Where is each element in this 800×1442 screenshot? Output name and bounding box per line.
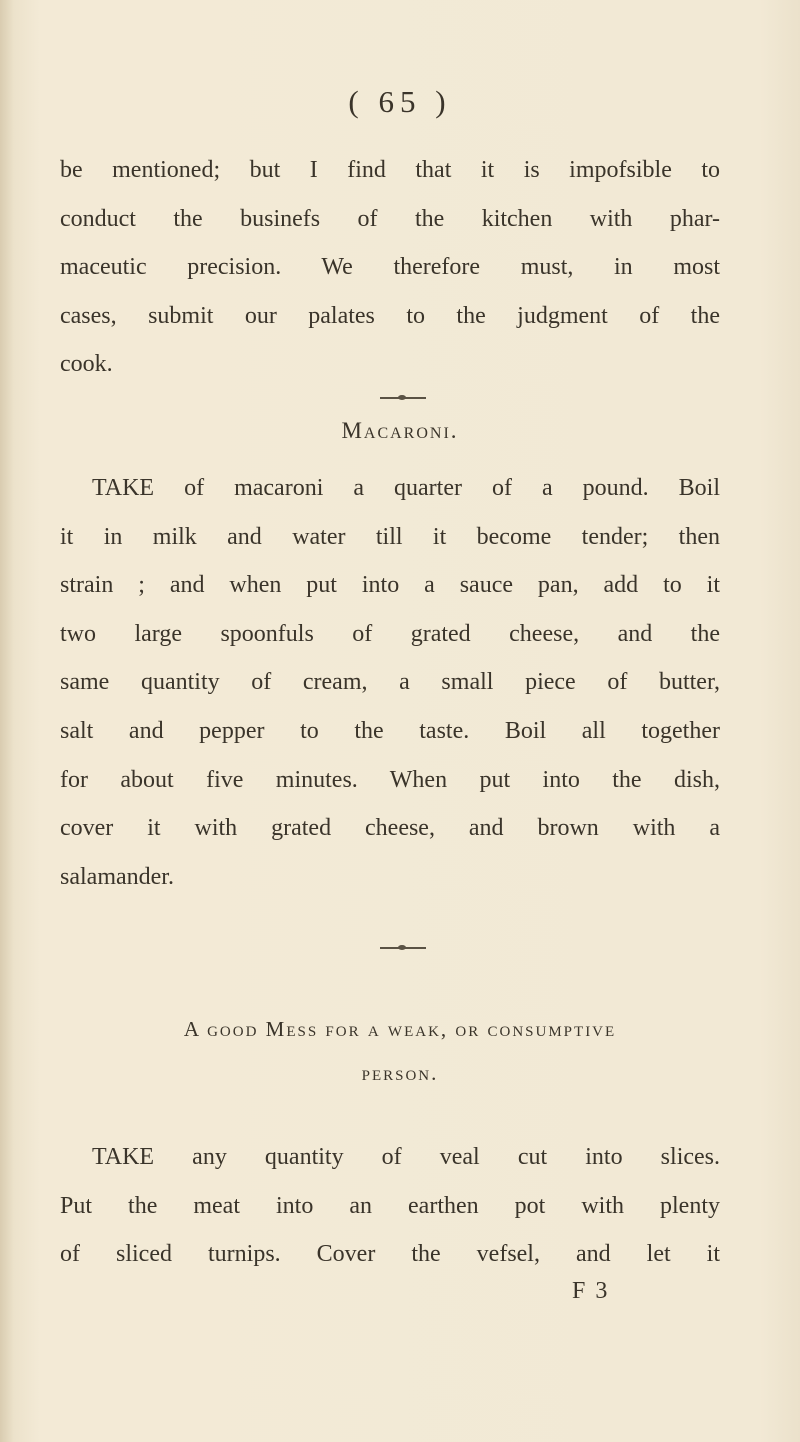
- text-line: same quantity of cream, a small piece of butter,: [60, 669, 720, 696]
- text-line: cases, submit our palates to the judgment of the: [60, 302, 720, 329]
- consumptive-paragraph: [60, 1133, 720, 1279]
- section-divider: [380, 397, 426, 399]
- signature-mark: F 3: [572, 1278, 610, 1304]
- page-number: ( 65 ): [348, 84, 452, 119]
- text-line: strain ; and when put into a sauce pan, add to it: [60, 572, 720, 599]
- section-divider: [380, 947, 426, 949]
- intro-paragraph: [60, 146, 720, 389]
- text-line: Put the meat into an earthen pot with plenty: [60, 1192, 720, 1219]
- text-line: TAKE of macaroni a quarter of a pound. Boil: [92, 475, 720, 501]
- text-line: maceutic precision. We therefore must, in most: [60, 254, 720, 281]
- text-line: it in milk and water till it become tender; then: [60, 523, 720, 550]
- text-line: cover it with grated cheese, and brown with a: [60, 815, 720, 842]
- macaroni-paragraph: [60, 464, 720, 901]
- text-line: salt and pepper to the taste. Boil all together: [60, 717, 720, 744]
- heading-line: person.: [361, 1061, 439, 1085]
- text-line: for about five minutes. When put into the dish,: [60, 766, 720, 793]
- section-heading-macaroni: Macaroni.: [341, 418, 459, 443]
- text-line: cook.: [60, 351, 113, 378]
- section-heading-consumptive: [60, 1007, 740, 1095]
- heading-line: A good Mess for a weak, or consumptive: [183, 1017, 617, 1041]
- text-line: of sliced turnips. Cover the vefsel, and let it: [60, 1241, 720, 1268]
- text-line: salamander.: [60, 863, 174, 890]
- text-line: two large spoonfuls of grated cheese, and the: [60, 620, 720, 647]
- text-line: TAKE any quantity of veal cut into slices.: [92, 1144, 720, 1170]
- text-line: be mentioned; but I find that it is impofsible to: [60, 157, 720, 183]
- text-line: conduct the businefs of the kitchen with phar-: [60, 205, 720, 232]
